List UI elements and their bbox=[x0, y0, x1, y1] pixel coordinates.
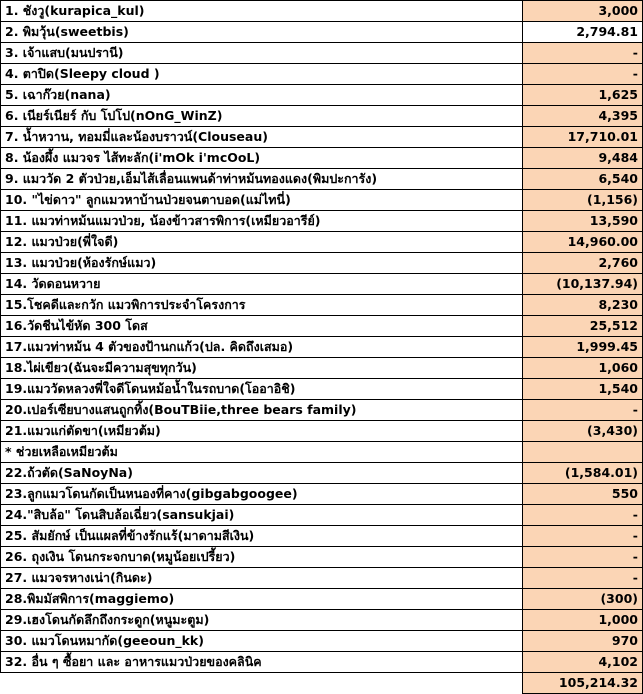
row-name-cell: 14. วัดดอนหวาย bbox=[1, 274, 523, 295]
table-row bbox=[1, 442, 643, 463]
row-amount-cell: (300) bbox=[523, 589, 643, 610]
table-row bbox=[1, 1, 643, 22]
row-name-cell: 26. ถุงเงิน โดนกระจกบาด(หมูน้อยเปรี้ยว) bbox=[1, 547, 523, 568]
row-amount-cell: (10,137.94) bbox=[523, 274, 643, 295]
row-amount-cell: 17,710.01 bbox=[523, 127, 643, 148]
row-name-cell: 21.แมวแก่ตัดขา(เหมียวต้ม) bbox=[1, 421, 523, 442]
row-name-cell: 19.แมววัดหลวงพี่ใจดีโดนหม้อน้ำในรถบาด(โออาอิชิ) bbox=[1, 379, 523, 400]
row-amount-cell: (1,584.01) bbox=[523, 463, 643, 484]
row-name-cell: 10. "ไข่ดาว" ลูกแมวหาบ้านป่วยจนตาบอด(แม่ไทนี่) bbox=[1, 190, 523, 211]
total-amount: 105,214.32 bbox=[523, 673, 643, 694]
row-name-cell: 7. น้ำหวาน, ทอมมี่และน้องบราวน์(Clouseau) bbox=[1, 127, 523, 148]
row-name-cell: 5. เฉาก๊วย(nana) bbox=[1, 85, 523, 106]
table-row bbox=[1, 169, 643, 190]
row-amount-cell: 1,625 bbox=[523, 85, 643, 106]
row-name-cell: 20.เปอร์เซียบางแสนถูกทิ้ง(BouTBiie,three bears family) bbox=[1, 400, 523, 421]
row-amount-cell: - bbox=[523, 547, 643, 568]
row-name-cell: 6. เนียร์เนียร์ กับ โปโป(nOnG_WinZ) bbox=[1, 106, 523, 127]
table-row bbox=[1, 400, 643, 421]
row-amount-cell: 3,000 bbox=[523, 1, 643, 22]
table-row bbox=[1, 127, 643, 148]
row-amount-cell: 1,060 bbox=[523, 358, 643, 379]
row-name-cell: 27. แมวจรหางเน่า(กินดะ) bbox=[1, 568, 523, 589]
table-row bbox=[1, 337, 643, 358]
row-amount-cell: (3,430) bbox=[523, 421, 643, 442]
row-name-cell: 4. ตาปิด(Sleepy cloud ) bbox=[1, 64, 523, 85]
row-amount-cell: 1,000 bbox=[523, 610, 643, 631]
row-amount-cell: - bbox=[523, 526, 643, 547]
row-amount-cell: - bbox=[523, 505, 643, 526]
row-name-cell: 3. เจ้าแสบ(มนปรานี) bbox=[1, 43, 523, 64]
row-amount-cell: 8,230 bbox=[523, 295, 643, 316]
row-amount-cell: 1,540 bbox=[523, 379, 643, 400]
table-row bbox=[1, 85, 643, 106]
total-row bbox=[1, 673, 643, 694]
row-amount-cell: - bbox=[523, 64, 643, 85]
table-row bbox=[1, 64, 643, 85]
row-name-cell: 22.ถ้วตัด(SaNoyNa) bbox=[1, 463, 523, 484]
table-row bbox=[1, 610, 643, 631]
table-row bbox=[1, 358, 643, 379]
row-amount-cell: - bbox=[523, 568, 643, 589]
table-row bbox=[1, 148, 643, 169]
row-name-cell: 9. แมววัด 2 ตัวป่วย,เอ็มไส้เลื่อนแพนด้าท่าหม้นทองแดง(พิมปะการัง) bbox=[1, 169, 523, 190]
row-name-cell: 30. แมวโดนหมากัด(geeoun_kk) bbox=[1, 631, 523, 652]
table-row bbox=[1, 316, 643, 337]
table-row bbox=[1, 589, 643, 610]
row-amount-cell: 970 bbox=[523, 631, 643, 652]
row-name-cell: 17.แมวท่าหม้น 4 ตัวของป้านกแก้ว(ปล. คิดถึงเสมอ) bbox=[1, 337, 523, 358]
row-amount-cell: 25,512 bbox=[523, 316, 643, 337]
row-amount-cell: 4,102 bbox=[523, 652, 643, 673]
table-row bbox=[1, 295, 643, 316]
table-row bbox=[1, 631, 643, 652]
row-name-cell: 18.ไผ่เขียว(ฉันจะมีความสุขทุกวัน) bbox=[1, 358, 523, 379]
row-name-cell: 29.เฮงโดนกัดลึกถึงกระดูก(หนูมะตูม) bbox=[1, 610, 523, 631]
table-row bbox=[1, 484, 643, 505]
row-name-cell: 12. แมวป่วย(พี่ใจดี) bbox=[1, 232, 523, 253]
table-row bbox=[1, 232, 643, 253]
row-amount-cell: 2,794.81 bbox=[523, 22, 643, 43]
table-row bbox=[1, 190, 643, 211]
table-row bbox=[1, 526, 643, 547]
row-amount-cell: 1,999.45 bbox=[523, 337, 643, 358]
table-row bbox=[1, 22, 643, 43]
row-amount-cell: - bbox=[523, 43, 643, 64]
total-label-cell bbox=[1, 673, 523, 694]
row-amount-cell: - bbox=[523, 400, 643, 421]
row-amount-cell: 14,960.00 bbox=[523, 232, 643, 253]
table-row bbox=[1, 253, 643, 274]
row-amount-cell bbox=[523, 442, 643, 463]
row-name-cell: 1. ชังวู(kurapica_kul) bbox=[1, 1, 523, 22]
row-name-cell: * ช่วยเหลือเหมียวต้ม bbox=[1, 442, 523, 463]
row-name-cell: 32. อื่น ๆ ซื้อยา และ อาหารแมวป่วยของคลินิค bbox=[1, 652, 523, 673]
table-row bbox=[1, 211, 643, 232]
row-amount-cell: 4,395 bbox=[523, 106, 643, 127]
row-name-cell: 8. น้องผึ้ง แมวจร ไส้ทะลัก(i'mOk i'mcOoL) bbox=[1, 148, 523, 169]
row-name-cell: 28.พิมมัสพิการ(maggiemo) bbox=[1, 589, 523, 610]
row-amount-cell: 2,760 bbox=[523, 253, 643, 274]
row-name-cell: 2. พิมวุ้น(sweetbis) bbox=[1, 22, 523, 43]
row-name-cell: 23.ลูกแมวโดนกัดเป็นหนองที่คาง(gibgabgoogee) bbox=[1, 484, 523, 505]
row-amount-cell: 9,484 bbox=[523, 148, 643, 169]
row-amount-cell: (1,156) bbox=[523, 190, 643, 211]
table-row bbox=[1, 379, 643, 400]
table-body bbox=[1, 1, 643, 673]
table-row bbox=[1, 568, 643, 589]
row-amount-cell: 6,540 bbox=[523, 169, 643, 190]
row-name-cell: 16.วัดชีนไข้หัด 300 โดส bbox=[1, 316, 523, 337]
table-row bbox=[1, 652, 643, 673]
row-name-cell: 13. แมวป่วย(ห้องรักษ์แมว) bbox=[1, 253, 523, 274]
table-row bbox=[1, 463, 643, 484]
row-name-cell: 15.โชคดีและกวัก แมวพิการประจำโครงการ bbox=[1, 295, 523, 316]
row-amount-cell: 550 bbox=[523, 484, 643, 505]
table-row bbox=[1, 421, 643, 442]
table-row bbox=[1, 547, 643, 568]
table-row bbox=[1, 274, 643, 295]
table-row bbox=[1, 106, 643, 127]
row-amount-cell: 13,590 bbox=[523, 211, 643, 232]
row-name-cell: 11. แมวท่าหม้นแมวป่วย, น้องข้าวสารพิการ(เหมียวอารีย์) bbox=[1, 211, 523, 232]
table-row bbox=[1, 505, 643, 526]
row-name-cell: 24."สิบล้อ" โดนสิบล้อเฉี่ยว(sansukjai) bbox=[1, 505, 523, 526]
table-row bbox=[1, 43, 643, 64]
row-name-cell: 25. สัมยักษ์ เป็นแผลที่ข้างรักแร้(มาดามสีเงิน) bbox=[1, 526, 523, 547]
